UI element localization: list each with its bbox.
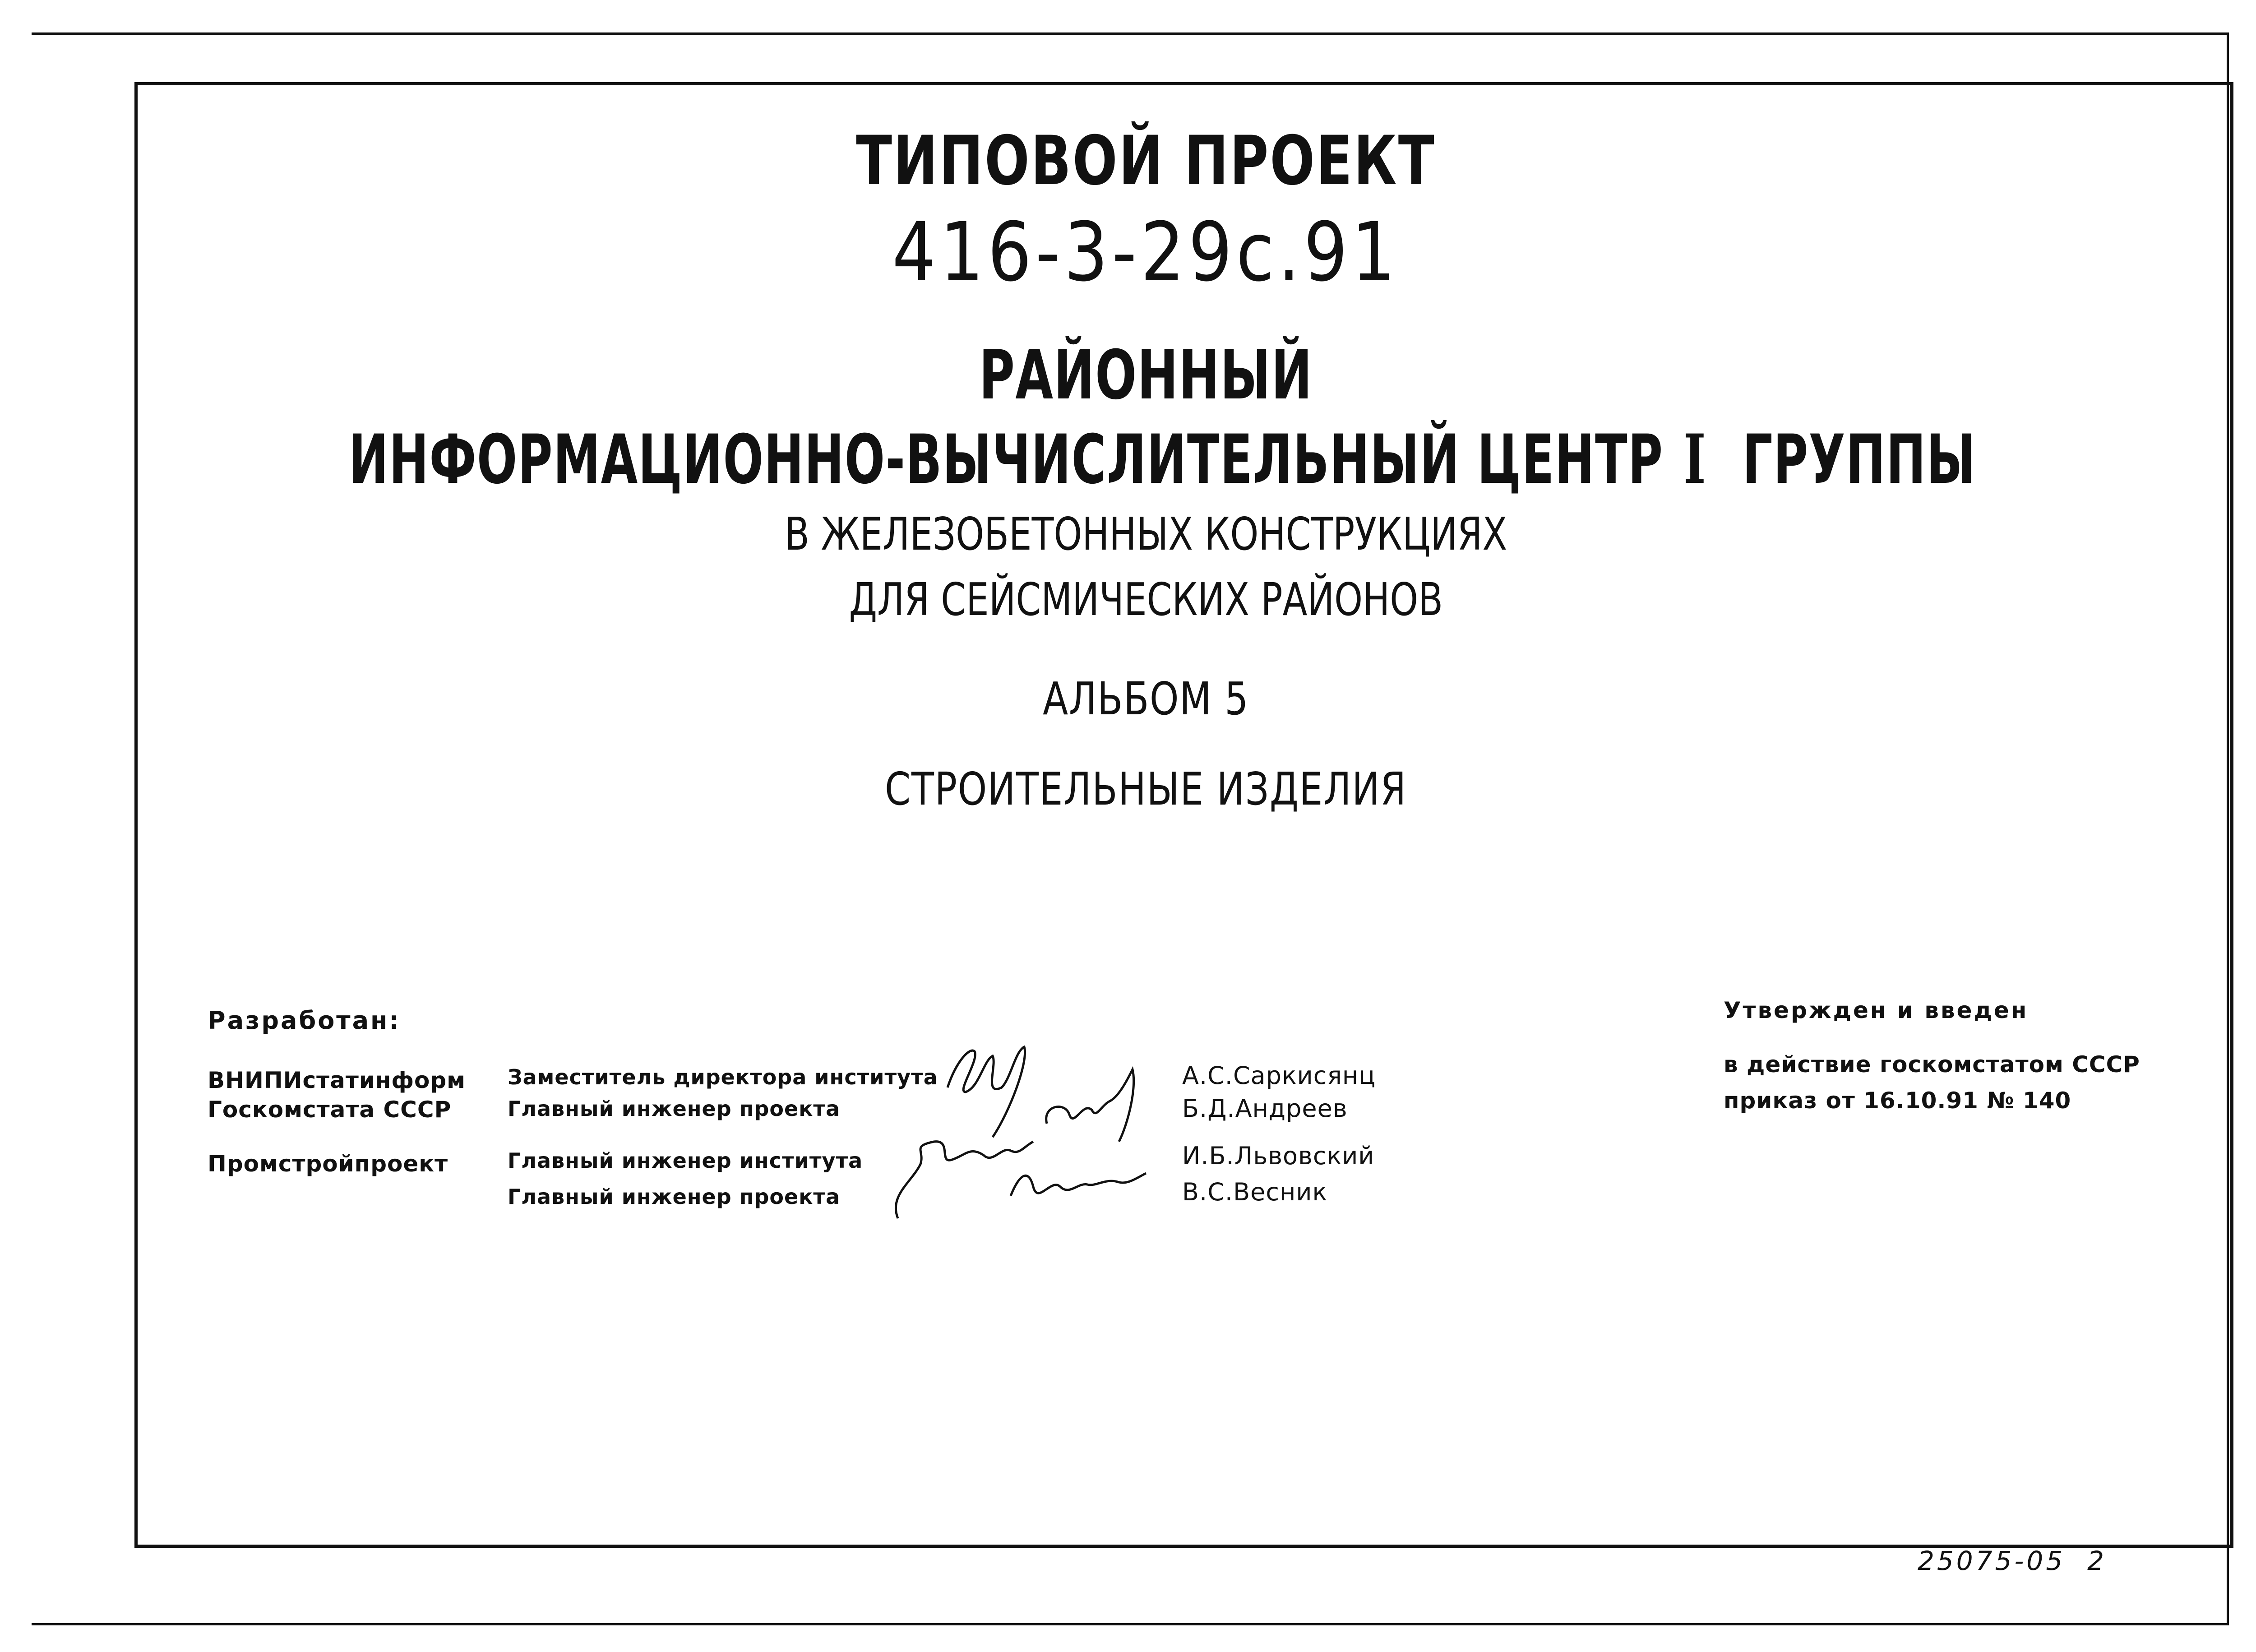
album-title: СТРОИТЕЛЬНЫЕ ИЗДЕЛИЯ bbox=[885, 763, 1407, 815]
signer-3-position: Главный инженер института bbox=[508, 1148, 863, 1173]
title-line-2-end: ГРУППЫ bbox=[1742, 421, 1976, 499]
signer-3-name: И.Б.Львовский bbox=[1182, 1142, 1375, 1170]
signer-1-position: Заместитель директора института bbox=[508, 1065, 938, 1089]
signer-4-name: В.С.Весник bbox=[1182, 1178, 1328, 1206]
album-number: АЛЬБОМ 5 bbox=[1043, 672, 1249, 725]
signature-2 bbox=[884, 1128, 1164, 1232]
title-line-4: ДЛЯ СЕЙСМИЧЕСКИХ РАЙОНОВ bbox=[849, 573, 1443, 626]
title-line-2-main: ИНФОРМАЦИОННО-ВЫЧИСЛИТЕЛЬНЫЙ ЦЕНТР bbox=[348, 421, 1664, 499]
approval-line-3: приказ от 16.10.91 № 140 bbox=[1724, 1087, 2071, 1114]
sheet-number: 2 bbox=[2087, 1546, 2107, 1576]
title-line-2 bbox=[0, 420, 2256, 499]
document-number bbox=[1918, 1546, 2107, 1576]
title-line: ТИПОВОЙ ПРОЕКТ bbox=[856, 122, 1436, 200]
org-2: Промстройпроект bbox=[208, 1151, 448, 1177]
org-1-line-1: ВНИПИстатинформ bbox=[208, 1067, 466, 1093]
top-trim-line bbox=[32, 32, 2229, 35]
title-line-3: В ЖЕЛЕЗОБЕТОННЫХ КОНСТРУКЦИЯХ bbox=[784, 508, 1507, 560]
signer-4-position: Главный инженер проекта bbox=[508, 1185, 841, 1209]
signer-2-name: Б.Д.Андреев bbox=[1182, 1094, 1348, 1123]
org-1-line-2: Госкомстата СССР bbox=[208, 1097, 452, 1123]
signer-2-position: Главный инженер проекта bbox=[508, 1097, 841, 1121]
approval-line-2: в действие госкомстатом СССР bbox=[1724, 1051, 2140, 1078]
bottom-trim-line bbox=[32, 1623, 2229, 1625]
title-line-1: РАЙОННЫЙ bbox=[979, 336, 1313, 415]
approval-line-1: Утвержден и введен bbox=[1724, 997, 2029, 1023]
group-roman-numeral: I bbox=[1683, 420, 1706, 499]
document-code: 25075-05 bbox=[1918, 1546, 2066, 1576]
developed-heading: Разработан: bbox=[208, 1006, 401, 1035]
project-number: 416-3-29с.91 bbox=[892, 205, 1400, 300]
signer-1-name: А.С.Саркисянц bbox=[1182, 1061, 1376, 1090]
